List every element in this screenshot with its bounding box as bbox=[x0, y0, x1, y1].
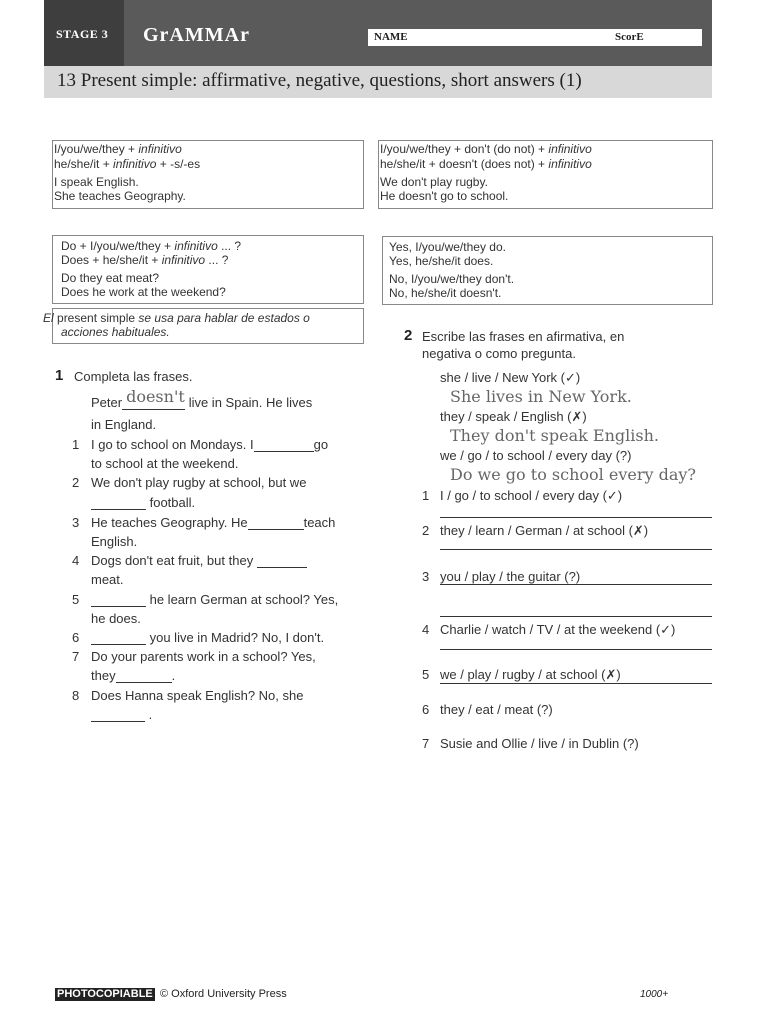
stage-label: STAGE 3 bbox=[56, 27, 109, 41]
ex2-item-number: 3 bbox=[422, 569, 430, 584]
ex2-example-prompt: we / go / to school / every day (?) bbox=[440, 448, 632, 463]
short-answer-2: Yes, he/she/it does. bbox=[389, 254, 494, 268]
ex1-item-number: 5 bbox=[72, 592, 80, 607]
ex1-item-number: 1 bbox=[72, 437, 80, 452]
ex1-item-number: 3 bbox=[72, 515, 80, 530]
negative-example-1: We don't play rugby. bbox=[380, 175, 488, 189]
usage-line-1: El present simple se usa para hablar de estados o bbox=[43, 311, 310, 325]
ex1-item-number: 8 bbox=[72, 688, 80, 703]
short-answer-3: No, I/you/we/they don't. bbox=[389, 272, 515, 286]
ex2-example-prompt: they / speak / English (✗) bbox=[440, 409, 587, 424]
example-answer: doesn't bbox=[126, 387, 185, 406]
page-title: 13 Present simple: affirmative, negative, questions, short answers (1) bbox=[57, 70, 582, 91]
ex2-item-3-prompt: you / play / the guitar (?) bbox=[440, 569, 581, 584]
question-rule-1: Do + I/you/we/they + infinitivo ... ? bbox=[61, 239, 242, 253]
answer-line[interactable] bbox=[440, 616, 712, 617]
ex1-item-1-cont: to school at the weekend. bbox=[91, 456, 239, 471]
affirmative-example-2: She teaches Geography. bbox=[54, 189, 186, 203]
ex2-item-number: 2 bbox=[422, 523, 430, 538]
score-label: ScorE bbox=[615, 31, 644, 43]
ex1-item-7: Do your parents work in a school? Yes, bbox=[91, 649, 316, 664]
ex1-item-2-cont: football. bbox=[91, 495, 195, 510]
questions-box bbox=[52, 235, 364, 304]
ex1-item-1: I go to school on Mondays. I go bbox=[91, 437, 329, 452]
name-score-field[interactable] bbox=[368, 29, 702, 46]
ex1-item-8-cont: . bbox=[91, 707, 152, 722]
question-example-2: Does he work at the weekend? bbox=[61, 285, 226, 299]
ex1-item-3-cont: English. bbox=[91, 534, 138, 549]
ex1-item-8: Does Hanna speak English? No, she bbox=[91, 688, 304, 703]
ex2-item-number: 4 bbox=[422, 622, 430, 637]
ex2-item-2-prompt: they / learn / German / at school (✗) bbox=[440, 523, 649, 538]
ex2-item-number: 7 bbox=[422, 736, 430, 751]
publisher-credit: © Oxford University Press bbox=[160, 988, 287, 1000]
short-answers-box bbox=[382, 236, 713, 305]
answer-blank[interactable] bbox=[116, 669, 172, 683]
answer-blank[interactable] bbox=[91, 708, 145, 722]
photocopiable-badge: PHOTOCOPIABLE bbox=[57, 988, 153, 1000]
ex1-item-7-cont: they . bbox=[91, 668, 176, 683]
ex2-item-5-prompt: we / play / rugby / at school (✗) bbox=[440, 667, 621, 682]
usage-box bbox=[43, 308, 364, 344]
usage-line-2: acciones habituales. bbox=[61, 325, 170, 339]
answer-line[interactable] bbox=[440, 683, 712, 684]
negative-rule-1: I/you/we/they + don't (do not) + infinitivo bbox=[380, 142, 592, 156]
ex2-item-number: 5 bbox=[422, 667, 430, 682]
answer-line[interactable] bbox=[440, 517, 712, 518]
ex2-item-1-prompt: I / go / to school / every day (✓) bbox=[440, 488, 623, 503]
ex2-example-answer: She lives in New York. bbox=[450, 387, 632, 406]
question-rule-2: Does + he/she/it + infinitivo ... ? bbox=[61, 253, 229, 267]
ex1-item-4: Dogs don't eat fruit, but they bbox=[91, 553, 307, 568]
affirmative-rule-2: he/she/it + infinitivo + -s/-es bbox=[54, 157, 201, 171]
ex1-item-5-cont: he does. bbox=[91, 611, 141, 626]
short-answer-1: Yes, I/you/we/they do. bbox=[389, 240, 506, 254]
answer-blank[interactable] bbox=[254, 438, 314, 452]
ex1-item-number: 7 bbox=[72, 649, 80, 664]
ex1-item-number: 2 bbox=[72, 475, 80, 490]
affirmative-example-1: I speak English. bbox=[54, 175, 139, 189]
exercise-1-instruction: Completa las frases. bbox=[74, 369, 193, 384]
affirmative-rule-1: I/you/we/they + infinitivo bbox=[54, 142, 182, 156]
ex2-item-number: 1 bbox=[422, 488, 430, 503]
answer-blank[interactable] bbox=[248, 516, 304, 530]
exercise-2-instruction-1: Escribe las frases en afirmativa, en bbox=[422, 329, 625, 344]
name-label: NAME bbox=[374, 31, 408, 43]
exercise-1-example-cont: in England. bbox=[91, 417, 157, 432]
exercise-2-instruction-2: negativa o como pregunta. bbox=[422, 346, 576, 361]
answer-blank[interactable] bbox=[91, 631, 146, 645]
ex1-item-6: you live in Madrid? No, I don't. bbox=[91, 630, 324, 645]
exercise-2-number: 2 bbox=[404, 327, 413, 344]
answer-line[interactable] bbox=[440, 584, 712, 585]
ex1-item-4-cont: meat. bbox=[91, 572, 124, 587]
ex1-item-number: 4 bbox=[72, 553, 80, 568]
ex1-item-number: 6 bbox=[72, 630, 80, 645]
ex1-item-3: He teaches Geography. He teach bbox=[91, 515, 336, 530]
negative-example-2: He doesn't go to school. bbox=[380, 189, 509, 203]
answer-blank[interactable] bbox=[257, 554, 307, 568]
answer-line[interactable] bbox=[440, 649, 712, 650]
ex2-item-4-prompt: Charlie / watch / TV / at the weekend (✓) bbox=[440, 622, 676, 637]
affirmative-box bbox=[52, 140, 364, 209]
example-answer-blank bbox=[122, 387, 185, 410]
section-label: GrAMMAr bbox=[143, 24, 250, 46]
ex2-example-prompt: she / live / New York (✓) bbox=[440, 370, 581, 385]
answer-blank[interactable] bbox=[91, 593, 146, 607]
negative-rule-2: he/she/it + doesn't (does not) + infinitivo bbox=[380, 157, 592, 171]
ex2-item-number: 6 bbox=[422, 702, 430, 717]
exercise-1-number: 1 bbox=[55, 367, 64, 384]
answer-line[interactable] bbox=[440, 549, 712, 550]
exercise-1-example: Peter doesn't live in Spain. He lives bbox=[91, 387, 313, 410]
short-answer-4: No, he/she/it doesn't. bbox=[389, 286, 502, 300]
negative-box bbox=[378, 140, 713, 209]
ex2-item-7-prompt: Susie and Ollie / live / in Dublin (?) bbox=[440, 736, 639, 751]
ex2-example-answer: They don't speak English. bbox=[450, 426, 659, 445]
ex1-item-2: We don't play rugby at school, but we bbox=[91, 475, 307, 490]
ex2-item-6-prompt: they / eat / meat (?) bbox=[440, 702, 553, 717]
ex1-item-5: he learn German at school? Yes, bbox=[91, 592, 338, 607]
page-code: 1000+ bbox=[640, 989, 669, 1000]
ex2-example-answer: Do we go to school every day? bbox=[450, 465, 696, 484]
answer-blank[interactable] bbox=[91, 496, 146, 510]
question-example-1: Do they eat meat? bbox=[61, 271, 160, 285]
